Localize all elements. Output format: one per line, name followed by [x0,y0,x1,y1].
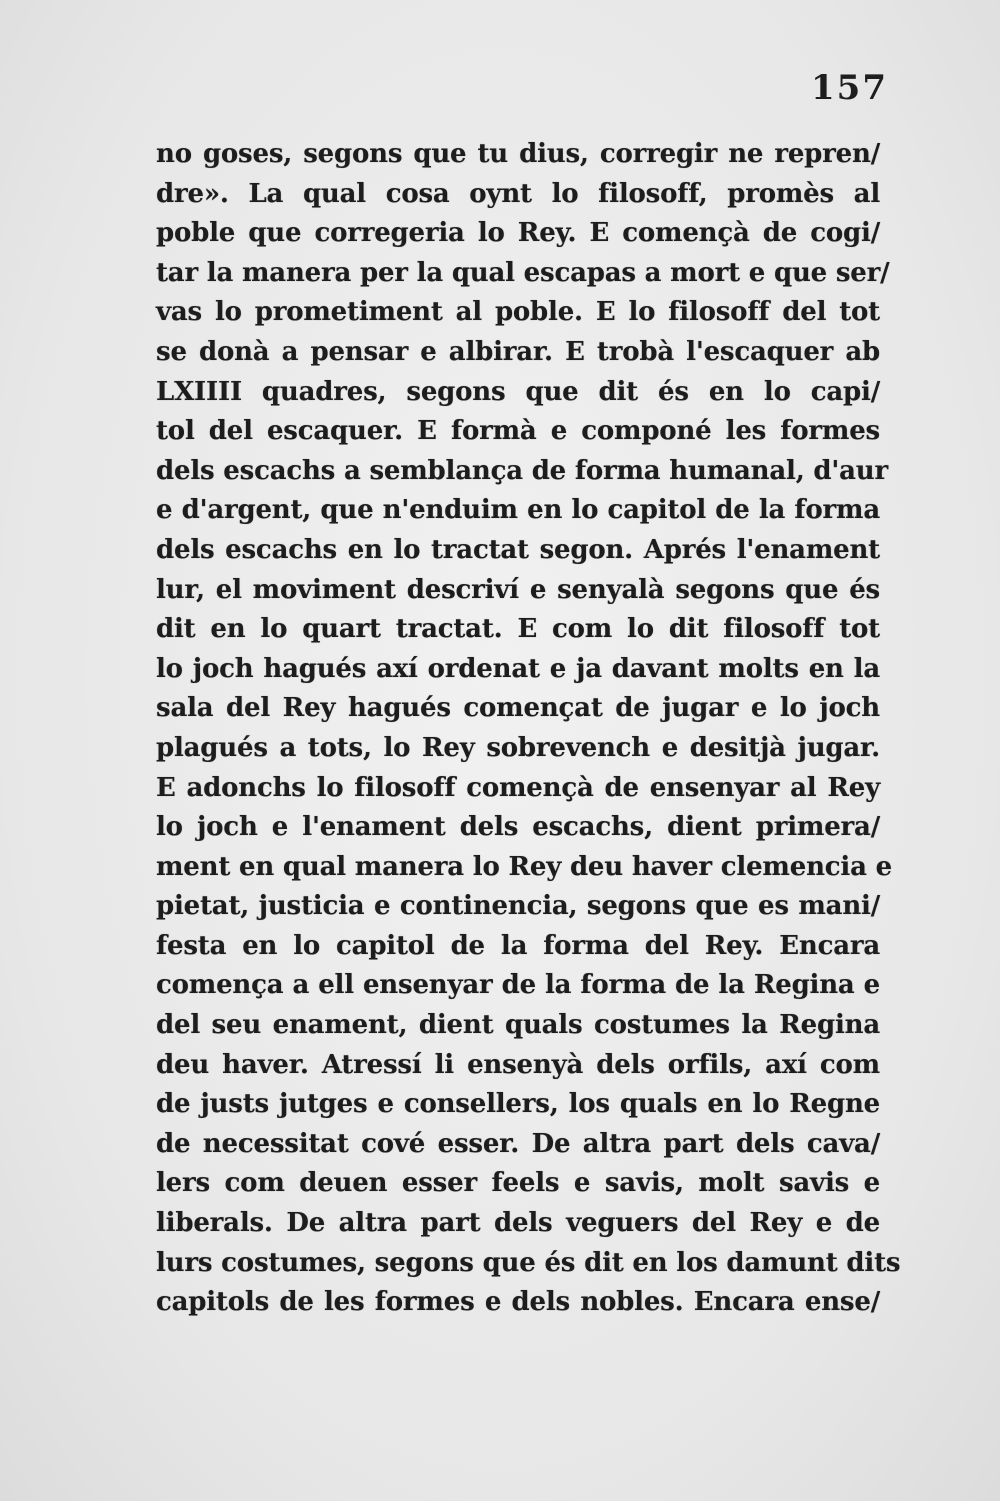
text-line: E adonchs lo filosoff començà de ensenyar al Rey [156,772,880,803]
text-line: capitols de les formes e dels nobles. Encara ense/ [156,1287,880,1318]
text-line: e d'argent, que n'enduim en lo capitol de la forma [156,495,880,526]
text-line: no goses, segons que tu dius, corregir ne repren/ [156,139,880,169]
text-line: de justs jutges e consellers, los quals en lo Regne [156,1089,880,1120]
text-line: lers com deuen esser feels e savis, molt savis e [156,1168,880,1199]
text-line: dels escachs a semblança de forma humanal, d'aur [156,455,888,486]
text-line: del seu enament, dient quals costumes la Regina [156,1010,880,1041]
text-line: plagués a tots, lo Rey sobrevench e desitjà jugar. [156,732,880,763]
text-line: de necessitat cové esser. De altra part dels cava/ [156,1128,880,1159]
text-line: tol del escaquer. E formà e componé les formes [156,416,880,447]
text-line: pietat, justicia e continencia, segons que es mani/ [156,891,880,922]
text-line: LXIIII quadres, segons que dit és en lo capi/ [156,376,880,407]
text-line: poble que corregeria lo Rey. E començà de cogi/ [156,218,880,249]
text-line: dels escachs en lo tractat segon. Aprés l'enament [156,534,880,565]
text-line: dre». La qual cosa oynt lo filosoff, promès al [156,178,880,209]
text-line: sala del Rey hagués començat de jugar e lo joch [156,693,880,724]
page-number: 157 [811,68,888,108]
text-line: dit en lo quart tractat. E com lo dit filosoff tot [156,614,880,645]
text-line: deu haver. Atressí li ensenyà dels orfils, axí com [156,1049,880,1080]
text-line: ment en qual manera lo Rey deu haver clemencia e [156,851,892,882]
text-line: liberals. De altra part dels veguers del Rey e de [156,1208,880,1239]
text-line: festa en lo capitol de la forma del Rey. Encara [156,930,880,961]
text-line: vas lo prometiment al poble. E lo filosoff del tot [156,297,880,328]
text-line: lurs costumes, segons que és dit en los damunt dits [156,1247,901,1278]
text-line: lur, el moviment descriví e senyalà segons que és [156,574,880,605]
text-line: lo joch hagués axí ordenat e ja davant molts en la [156,653,880,684]
text-line: lo joch e l'enament dels escachs, dient primera/ [156,812,880,843]
body-text [156,135,901,1323]
text-line: comença a ell ensenyar de la forma de la Regina e [156,970,880,1001]
text-line: se donà a pensar e albirar. E trobà l'escaquer ab [156,336,880,367]
text-line: tar la manera per la qual escapas a mort e que ser/ [156,257,890,288]
